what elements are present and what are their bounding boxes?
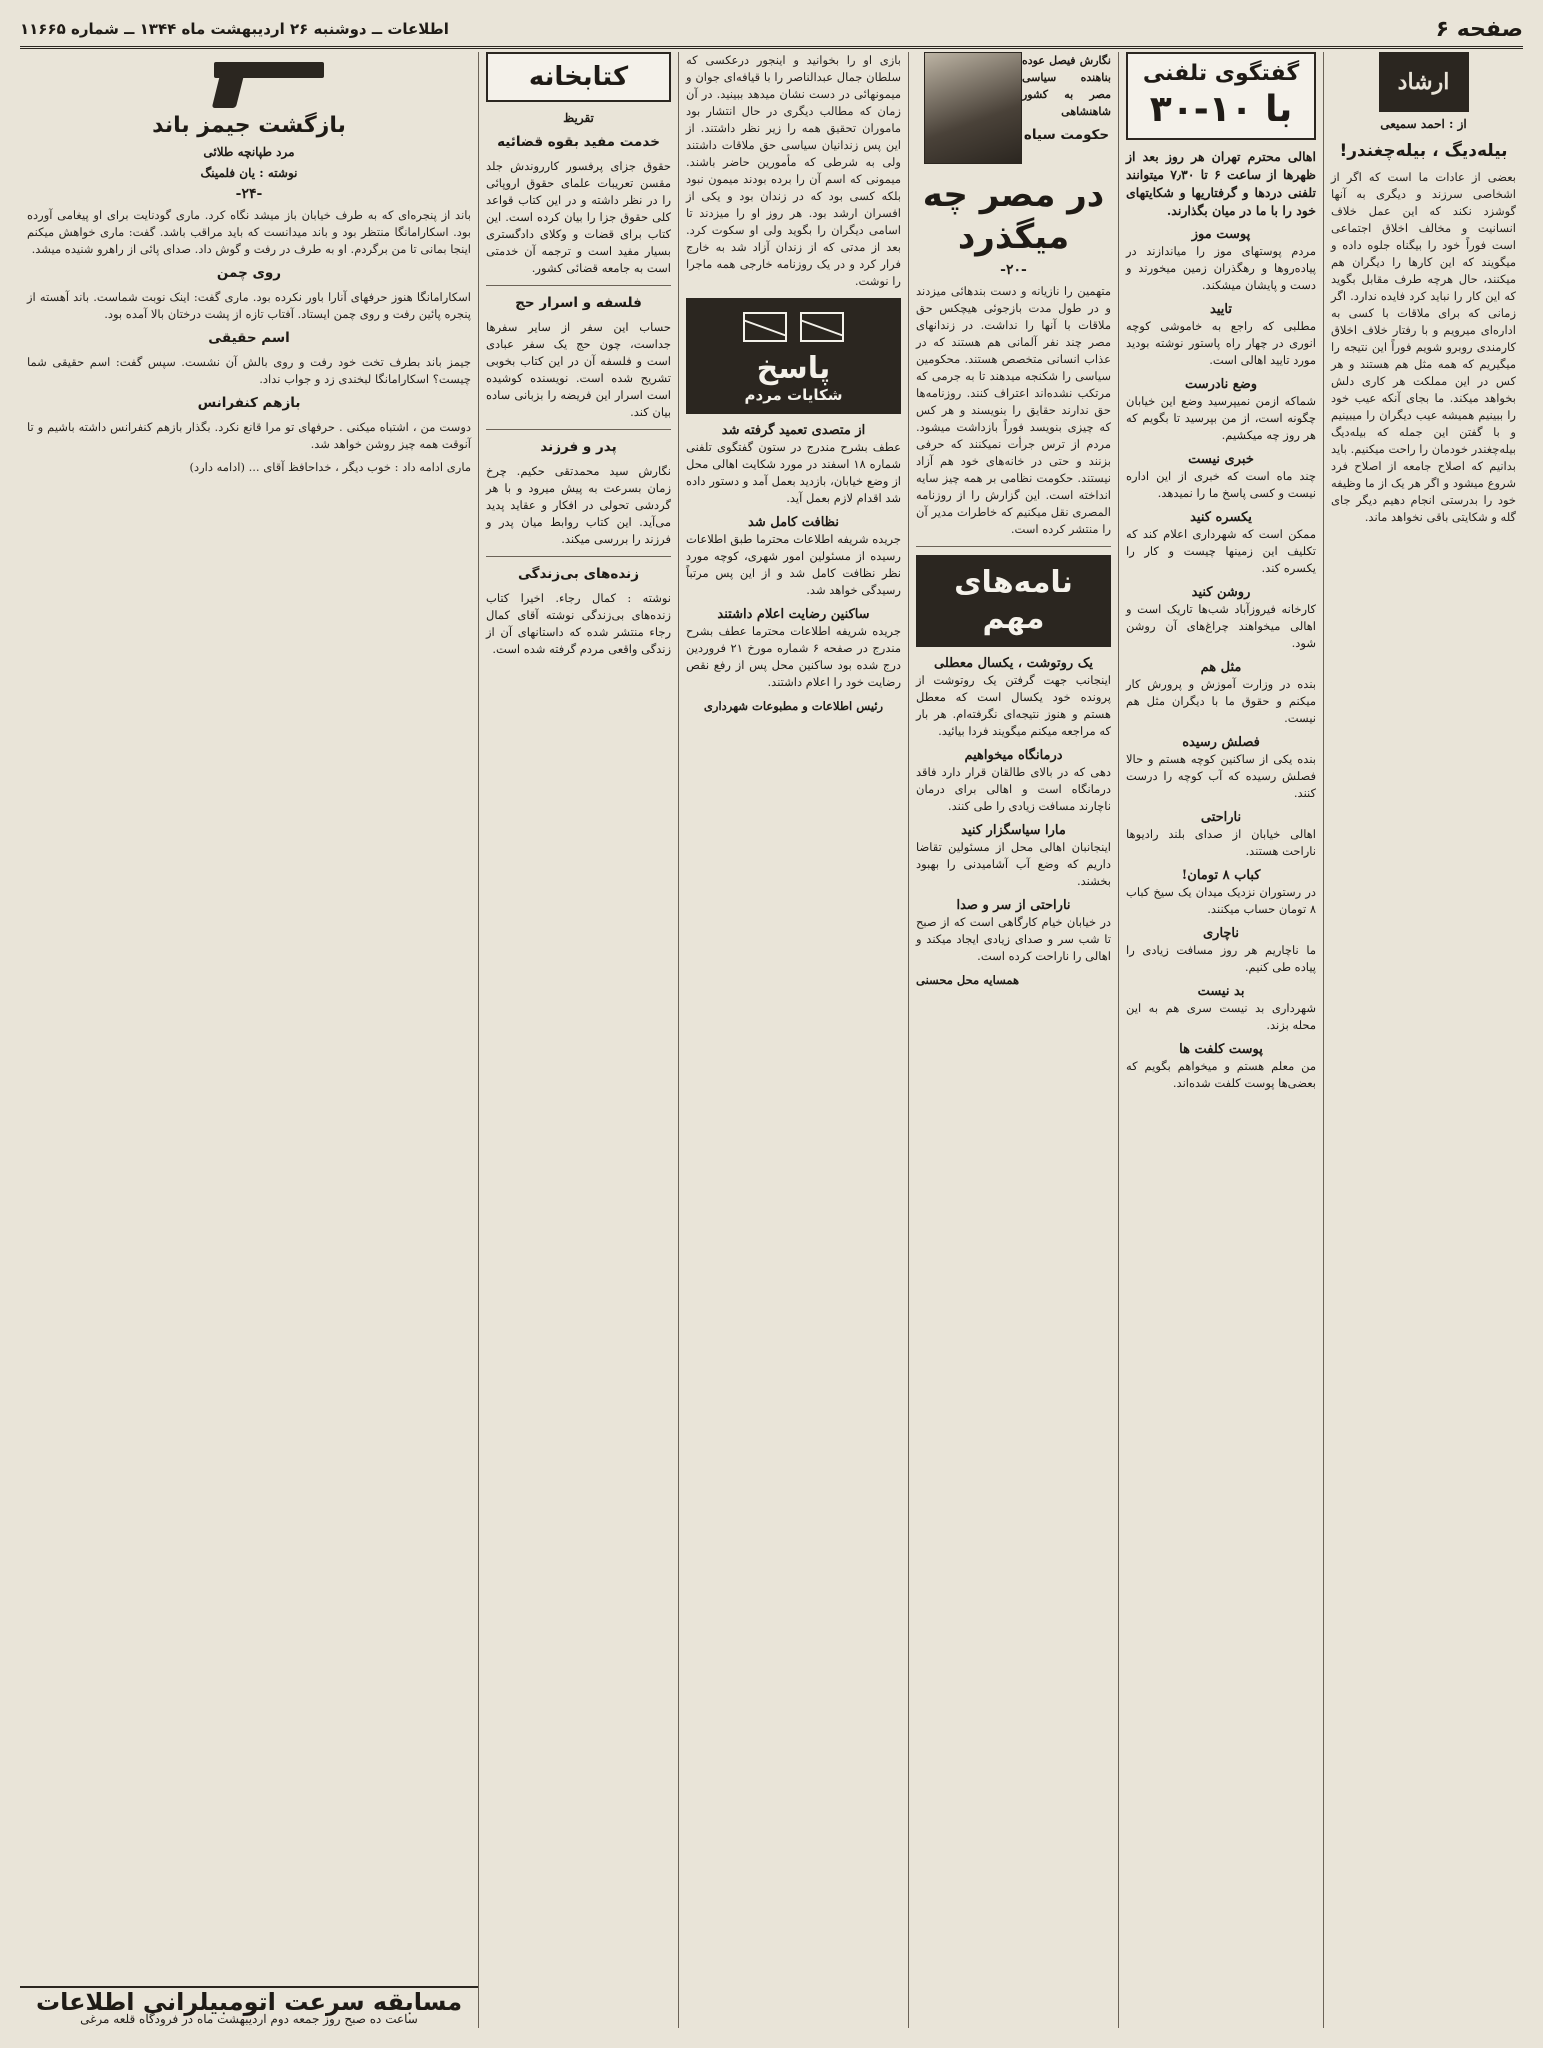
phone-item-title: بد نیست [1197, 984, 1245, 999]
phone-item-title: کباب ۸ تومان! [1181, 868, 1261, 883]
bond-section-title: اسم حقیقی [208, 330, 290, 346]
phone-item [1126, 983, 1316, 1034]
phone-item-body: چند ماه است که خبری از این اداره نیست و کسی پاسخ ما را نمیدهد. [1126, 469, 1316, 500]
phone-item [1126, 659, 1316, 727]
column-complaints [678, 52, 908, 2028]
letter-item [916, 747, 1111, 815]
complaint-body: جریده شریفه اطلاعات محترما عطف بشرح مندرج در صفحه ۶ شماره مورخ ۲۱ فروردین درج شده بود ساکنین محل پس از رفع نقص رضایت خود را اعلام داشتند. [686, 624, 901, 689]
envelope-icon [800, 312, 844, 342]
bond-number: -۲۴- [235, 186, 263, 202]
column-library [478, 52, 678, 2028]
ershad-logo: ارشاد [1379, 52, 1469, 112]
letter-title: یک روتوشت ، یکسال معطلی [934, 656, 1093, 671]
complaint-body: عطف بشرح مندرج در ستون گفتگوی تلفنی شماره ۱۸ اسفند در مورد شکایت اهالی محل از وضع خیابان، بازدید بعمل آمد و دستور داده شد اقدام لازم بعمل آید. [686, 440, 901, 505]
phone-item-title: پوست کلفت ها [1179, 1042, 1263, 1057]
phone-item-body: ممکن است که شهرداری اعلام کند که تکلیف این زمینها چیست و کار را یکسره کند. [1126, 527, 1316, 575]
column-phone [1118, 52, 1323, 2028]
phone-item-body: بنده در وزارت آموزش و پرورش کار میکنم و حقوق ما با دیگران مثل هم نیست. [1126, 677, 1316, 725]
phone-item-body: اهالی خیابان از صدای بلند رادیوها ناراحت هستند. [1126, 827, 1316, 858]
phone-item [1126, 734, 1316, 802]
ershad-byline: از : احمد سمیعی [1380, 117, 1467, 131]
phone-title-line2: با ۱۰-۳۰ [1149, 89, 1293, 130]
complaints-banner [686, 298, 901, 414]
library-section: تقریظ [563, 111, 594, 125]
column-ershad [1323, 52, 1523, 2028]
important-letters-banner [916, 555, 1111, 647]
letter-body: در خیابان خیام کارگاهی است که از صبح تا شب سر و صدای زیادی ایجاد میکند و اهالی را ناراحت کرده است. [916, 915, 1111, 963]
phone-item [1126, 376, 1316, 444]
egypt-body: متهمین را نازیانه و دست بندهائی میزدند و در طول مدت بازجوئی هیچکس حق ملاقات با آنها را نداشت. در زندانهای مصر چند نفر آلمانی هم هستند که در عذاب انسانی متخصص هستند. محکومین سیاسی را شکنجه میدهند تا به جرمی که مرتکب نشده‌اند اعتراف کنند. روزنامه‌ها حق ندارند حقایق را بنویسند و هر کس که چیزی بنویسد فوراً بازداشت میشود. مردم از ترس جرأت نمیکنند که حرفی بزنند و حتی در خانه‌های خود هم آزاد نیستند. حکومت نظامی بر همه چیز سایه انداخته است. این گزارش را از روزنامه المصری نقل میکنیم که خاطرات مدیر آن را منتشر کرده است. [916, 284, 1111, 536]
phone-item-title: فصلش رسیده [1182, 735, 1260, 750]
egypt-kicker: نگارش فیصل عوده بناهنده سیاسی مصر به کشور شاهنشاهی [1022, 54, 1111, 118]
letter-item [916, 822, 1111, 890]
letters-signoff: همسایه محل محسنی [916, 973, 1020, 987]
race-ad-title: مسابقه سرعت اتومبیلرانی اطلاعات [35, 1988, 463, 2016]
phone-item-body: کارخانه فیروزآباد شب‌ها تاریک است و اهالی میخواهند چراغ‌های آن روشن شود. [1126, 602, 1316, 650]
phone-item-title: یکسره کنید [1190, 510, 1252, 525]
bond-section [27, 207, 471, 258]
complaint-item [686, 606, 901, 691]
book-body: نوشته : کمال رجاء. اخیرا کتاب زنده‌های بی‌زندگی نوشته آقای کمال رجاء منتشر شده که داستانهای آن از زندگی واقعی مردم گرفته شده است. [486, 591, 671, 656]
phone-item [1126, 867, 1316, 918]
letter-item [916, 655, 1111, 740]
phone-item-body: مردم پوستهای موز را میاندازند در پیاده‌روها و رهگذران زمین میخورند و دست و پایشان میشکند. [1126, 244, 1316, 292]
issue-line: اطلاعات ــ دوشنبه ۲۶ اردیبهشت ماه ۱۳۴۴ ــ شماره ۱۱۶۶۵ [20, 20, 449, 38]
library-title: کتابخانه [528, 62, 629, 92]
masthead [20, 12, 1523, 49]
phone-items [1126, 226, 1316, 1092]
bond-section-body: اسکارامانگا هنوز حرفهای آنارا باور نکرده بود. ماری گفت: اینک نوبت شماست. باند آهسته از پنجره پائین رفت و روی چمن ایستاد. آفتاب تازه از پشت درختان بالا آمده بود. [27, 290, 471, 321]
envelope-icon [743, 312, 787, 342]
bond-section-title: بازهم کنفرانس [197, 395, 301, 411]
race-ad-subtitle: ساعت ده صبح روز جمعه دوم اردیبهشت ماه در فرودگاه قلعه مرغی [80, 2012, 418, 2026]
complaints-title: پاسخ [756, 351, 831, 386]
egypt-title: در مصر چه میگذرد [922, 175, 1105, 257]
letter-item [916, 897, 1111, 965]
letter-body: اینجانب جهت گرفتن یک روتوشت از پرونده خود یکسال است که معطل هستم و هنوز نتیجه‌ای نگرفته‌ام. هر بار که مراجعه میکنم میگویند فردا بیائید. [916, 673, 1111, 738]
egypt-number: -۲۰- [1000, 262, 1027, 278]
phone-item-title: مثل هم [1200, 660, 1242, 675]
phone-item-title: روشن کنید [1191, 585, 1251, 600]
phone-item [1126, 1041, 1316, 1092]
phone-item [1126, 584, 1316, 652]
book-review [486, 438, 671, 548]
phone-item [1126, 509, 1316, 577]
bond-author: نوشته : یان فلمینگ [200, 166, 298, 180]
book-title: فلسفه و اسرار حج [515, 295, 642, 311]
phone-header [1126, 52, 1316, 140]
page-number: صفحه ۶ [1435, 16, 1523, 42]
complaints-subtitle: شکایات مردم [744, 386, 843, 404]
book-body: حساب این سفر از سایر سفرها جداست، چون حج یک سفر عبادی است و فلسفه آن در این کتاب بخوبی تشریح شده است. نویسنده کوشیده است اسرار این فریضه را بزبانی ساده بیان کند. [486, 320, 671, 419]
bond-closing: ماری ادامه داد : خوب دیگر ، خداحافظ آقای ... (ادامه دارد) [189, 460, 471, 474]
column-james-bond [20, 52, 478, 2028]
phone-item-title: تایید [1210, 302, 1232, 317]
complaint-title: از متصدی تعمید گرفته شد [721, 423, 866, 438]
bond-section-title: روی چمن [216, 265, 282, 281]
race-advertisement [20, 1986, 478, 2028]
letter-body: دهی که در بالای طالقان قرار دارد فاقد درمانگاه است و اهالی برای درمان ناچارند مسافت زیادی را طی کنند. [916, 765, 1111, 813]
egypt-continued: بازی او را بخوانید و اینجور درعکسی که سلطان جمال عبدالناصر را با قیافه‌ای جوان و میمونهائی در دست نشان میدهد ببینید. در آن زمان که مطالب دیگری در حال انتشار بود ماموران تحقیق همه را زیر نظر داشتند. از این پس زندانیان سیاسی حق ملاقات داشتند ولی به شرطی که مأمورین حاضر باشند. میمونی که اسم آن را برده بودند میمون نبود بلکه کسی بود که در زندان بود و یکی از افسران ارشد بود. هر روز او را میزدند تا اسامی دیگران را بگوید ولی او سکوت کرد. بعد از مدتی که از زندان آزاد شد به خارج فرار کرد و در یک روزنامه خارجی همه ماجرا را نوشت. [686, 53, 901, 288]
complaint-body: جریده شریفه اطلاعات محترما طبق اطلاعات رسیده از مسئولین امور شهری، کوچه مورد نظر نظافت کامل شد و از این پس مرتباً رسیدگی خواهد شد. [686, 532, 901, 597]
divider [486, 556, 671, 557]
letter-body: اینجانبان اهالی محل از مسئولین تقاضا داریم که وضع آب آشامیدنی را بهبود بخشند. [916, 840, 1111, 888]
phone-item-body: بنده یکی از ساکنین کوچه هستم و حالا فصلش رسیده که آب کوچه را درست کنند. [1126, 752, 1316, 800]
phone-item-title: ناراحتی [1200, 810, 1242, 825]
phone-item-title: ناچاری [1202, 926, 1240, 941]
ershad-body: بعضی از عادات ما است که اگر از اشخاصی سرزند و دیگری به آنها گوشزد نکند که این عمل خلاف انسانیت و مخالف اخلاق اجتماعی است فوراً خود را بیگناه جلوه داده و میگویند که این کارها را دیگران هم میکنند، حال هرچه طرف مقابل بگوید که این کار را نباید کرد فایده ندارد. اگر زمانی که برای ملاقات با کسی به اداره‌ای میرویم و با رفتار خلاف اخلاق کارمندی روبرو شویم فوراً این نتیجه را میگیریم که همه مثل هم هستند و هر کس در این مملکت هر کاری دلش بخواهد میکند. ما بجای آنکه عیب خود را ببینیم همیشه عیب دیگران را میبینیم و با گفتن این جمله که بیله‌دیگ بیله‌چغندر خودمان را راحت میکنیم. باید بدانیم که اصلاح جامعه از اصلاح فرد شروع میشود و اگر هر یک از ما وظیفه خود را بدرستی انجام دهیم دیگر جای گله و شکایتی باقی نخواهد ماند. [1331, 170, 1516, 524]
author-photo [924, 52, 1022, 164]
bond-section [27, 264, 471, 323]
phone-item-body: مطلبی که راجع به خاموشی کوچه انوری در چهار راه پاستور نوشته بودید مورد تایید اهالی است. [1126, 319, 1316, 367]
bond-section-body: دوست من ، اشتباه میکنی . حرفهای تو مرا قانع نکرد. بگذار بازهم کنفرانس داشته باشیم و تا آنوقت همه چیز روشن خواهد شد. [27, 420, 471, 451]
complaint-item [686, 422, 901, 507]
phone-item-body: ما ناچاریم هر روز مسافت زیادی را پیاده طی کنیم. [1126, 943, 1316, 974]
bond-section-body: باند از پنجره‌ای که به طرف خیابان باز میشد نگاه کرد. ماری گودنایت برای او پیغامی آورده بود. اسکارامانگا منتظر بود و باند میدانست که باید مراقب باشد. گفت: ماری خواهش میکنم اینجا بمانی تا من برگردم. او به طرف در رفت و گوش داد. صدای پائی از راهرو شنیده میشد. [27, 208, 471, 256]
book-body: حقوق جزای پرفسور کارروندش جلد مقسن تعریبات علمای حقوق اروپائی را در نظر داشته و در این کتاب قواعد کلی حقوق جزا را بیان کرده است. این کتاب برای قضات و وکلای دادگستری بسیار مفید است و ترجمه آن خدمتی است به جامعه قضائی کشور. [486, 159, 671, 275]
bond-section [27, 394, 471, 453]
complaint-title: نظافت کامل شد [748, 515, 839, 530]
column-egypt [908, 52, 1118, 2028]
library-header [486, 52, 671, 102]
book-title: پدر و فرزند [540, 439, 617, 455]
phone-item-title: پوست موز [1191, 227, 1251, 242]
book-title: خدمت مفید بقوه قضائیه [497, 134, 660, 150]
important-letters-title: نامه‌های مهم [954, 565, 1073, 636]
phone-item-title: خبری نیست [1188, 452, 1254, 467]
complaint-title: ساکنین رضایت اعلام داشتند [717, 607, 870, 622]
ershad-title: بیله‌دیگ ، بیله‌چغندر! [1339, 141, 1508, 161]
book-review [486, 294, 671, 421]
columns [20, 52, 1523, 2028]
phone-item-body: در رستوران نزدیک میدان یک سیخ کباب ۸ تومان حساب میکنند. [1126, 885, 1316, 916]
phone-intro: اهالی محترم تهران هر روز بعد از ظهرها از ساعت ۶ تا ۷٫۳۰ میتوانند تلفنی دردها و گرفتاریها و شکایتهای خود را با ما در میان بگذارند. [1126, 149, 1317, 218]
phone-item [1126, 451, 1316, 502]
bond-section-body: جیمز باند بطرف تخت خود رفت و روی بالش آن نشست. سپس گفت: اسم حقیقی شما چیست؟ اسکارامانگا لبخندی زد و جواب نداد. [27, 355, 471, 386]
divider [486, 285, 671, 286]
bond-section [27, 329, 471, 388]
book-review [486, 565, 671, 658]
book-title: زنده‌های بی‌زندگی [518, 566, 639, 582]
phone-item-body: شماکه ازمن نمیپرسید وضع این خیابان چگونه است، از من بپرسید تا بگویم که هر روز چه میکشیم. [1126, 394, 1316, 442]
important-letters [916, 555, 1111, 989]
phone-item-title: وضع نادرست [1184, 377, 1258, 392]
divider [486, 429, 671, 430]
phone-title-line1: گفتگوی تلفنی [1142, 61, 1300, 86]
phone-item [1126, 809, 1316, 860]
complaint-item [686, 514, 901, 599]
complaints-signoff: رئیس اطلاعات و مطبوعات شهرداری [703, 699, 884, 713]
bond-subtitle: مرد طپانچه طلائی [203, 145, 295, 159]
phone-item [1126, 226, 1316, 294]
letter-title: ناراحتی از سر و صدا [956, 898, 1071, 913]
bond-title: بازگشت جیمز باند [152, 113, 346, 138]
egypt-subtitle: حکومت سیاه [1023, 127, 1110, 143]
book-review [486, 133, 671, 277]
phone-item [1126, 301, 1316, 369]
phone-item [1126, 925, 1316, 976]
divider [916, 546, 1111, 547]
phone-item-body: من معلم هستم و میخواهم بگویم که بعضی‌ها پوست کلفت شده‌اند. [1126, 1059, 1316, 1090]
pistol-icon [174, 52, 324, 108]
letter-title: درمانگاه میخواهیم [964, 748, 1063, 763]
book-body: نگارش سید محمدتقی حکیم. چرخ زمان بسرعت به پیش میرود و با هر گردشی تحولی در افکار و عقاید پدید می‌آید. این کتاب روابط میان پدر و فرزند را بررسی میکند. [486, 464, 671, 546]
phone-item-body: شهرداری بد نیست سری هم به این محله بزند. [1126, 1001, 1316, 1032]
letter-title: مارا سیاسگزار کنید [961, 823, 1066, 838]
